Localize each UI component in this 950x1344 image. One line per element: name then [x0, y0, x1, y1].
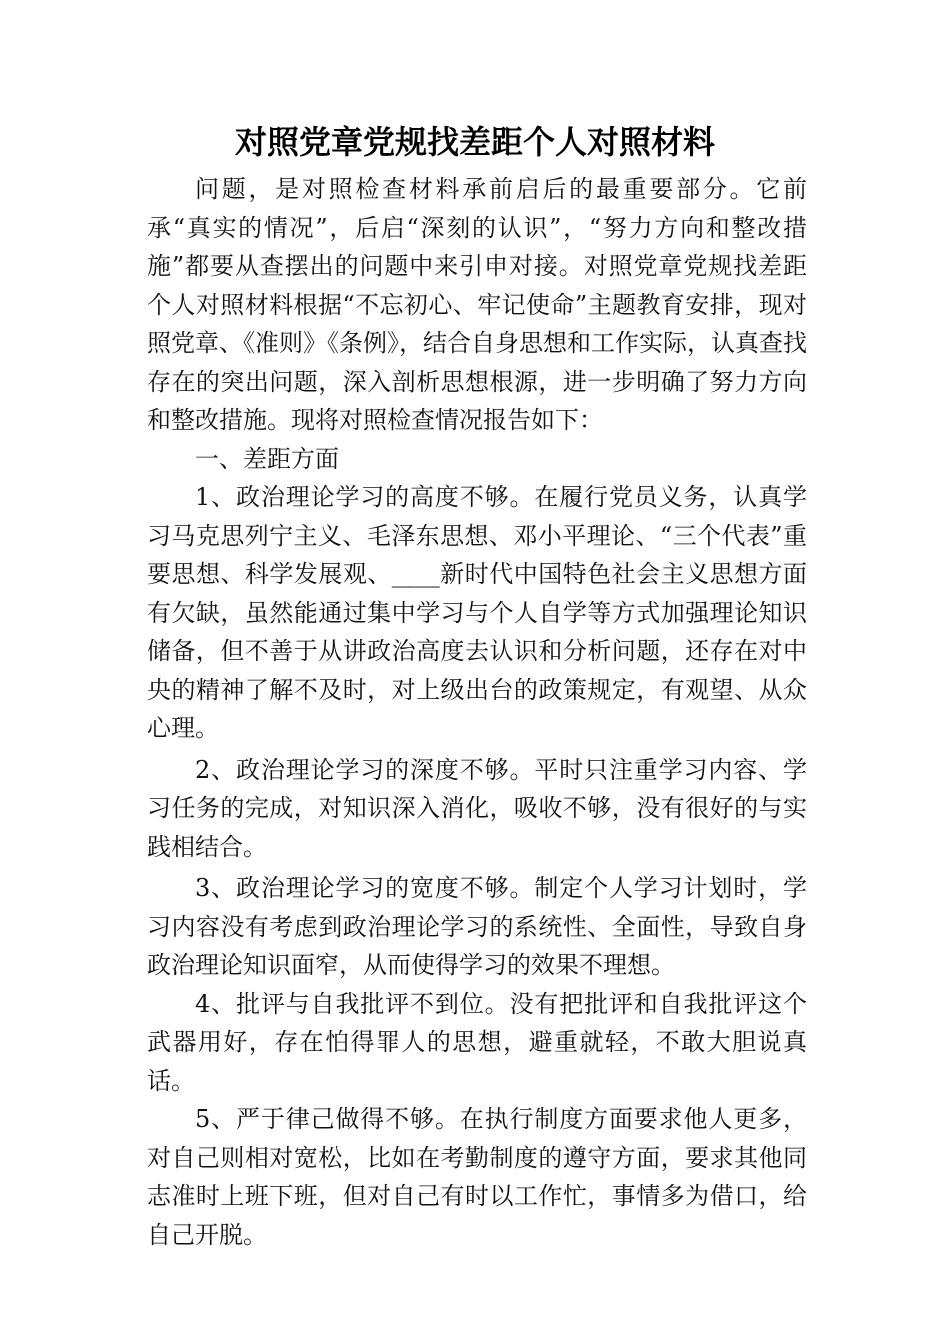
- list-item-3: 3、政治理论学习的宽度不够。制定个人学习计划时，学习内容没有考虑到政治理论学习的系统性、全面性，导致自身政治理论知识面窄，从而使得学习的效果不理想。: [147, 874, 807, 979]
- document-title: 对照党章党规找差距个人对照材料: [234, 123, 715, 161]
- section-heading: 一、差距方面: [195, 444, 339, 473]
- list-item-2: 2、政治理论学习的深度不够。平时只注重学习内容、学习任务的完成，对知识深入消化，吸收不够，没有很好的与实践相结合。: [147, 755, 807, 861]
- list-item-5: 5、严于律己做得不够。在执行制度方面要求他人更多，对自己则相对宽松，比如在考勤制度的遵守方面，要求其他同志准时上班下班，但对自己有时以工作忙，事情多为借口，给自己开脱。: [147, 1105, 807, 1249]
- intro-paragraph: 问题，是对照检查材料承前启后的最重要部分。它前承“真实的情况”，后启“深刻的认识”，“努力方向和整改措施”都要从查摆出的问题中来引申对接。对照党章党规找差距个人对照材料根据“不忘初心、牢记使命”主题教育安排，现对照党章、《准则》《条例》，结合自身思想和工作实际，认真查找存在的突出问题，深入剖析思想根源，进一步明确了努力方向和整改措施。现将对照检查情况报告如下：: [147, 175, 807, 434]
- list-item-4: 4、批评与自我批评不到位。没有把批评和自我批评这个武器用好，存在怕得罪人的思想，避重就轻，不敢大胆说真话。: [147, 989, 807, 1095]
- list-item-1: 1、政治理论学习的高度不够。在履行党员义务，认真学习马克思列宁主义、毛泽东思想、邓小平理论、“三个代表”重要思想、科学发展观、____新时代中国特色社会主义思想方面有欠缺，虽然能通过集中学习与个人自学等方式加强理论知识储备，但不善于从讲政治高度去认识和分析问题，还存在对中央的精神了解不及时，对上级出台的政策规定，有观望、从众心理。: [147, 483, 807, 742]
- document-body: [147, 170, 807, 1254]
